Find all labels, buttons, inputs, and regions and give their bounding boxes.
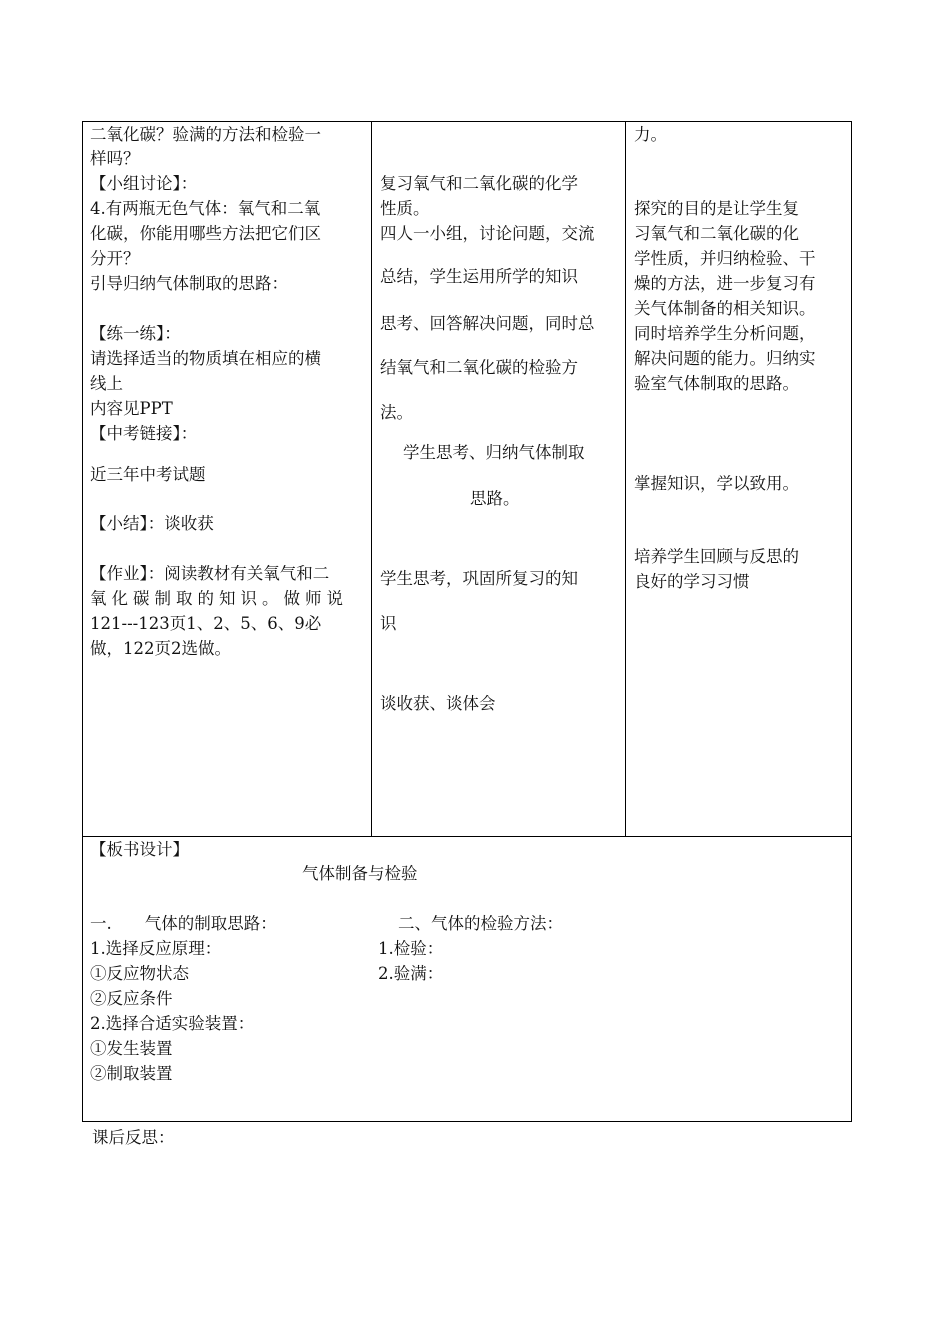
- col2-line: 四人一小组，讨论问题，交流: [380, 224, 595, 243]
- board-left-line: ①反应物状态: [90, 964, 189, 983]
- col2-line: 学生思考，巩固所复习的知: [380, 569, 578, 588]
- homework-heading: 【作业】：阅读教材有关氧气和二: [90, 564, 330, 583]
- col1-line: 分开？: [90, 249, 140, 268]
- col3-line: 培养学生回顾与反思的: [634, 547, 799, 566]
- board-left-line: ①发生装置: [90, 1039, 173, 1058]
- col1-line: 氧化碳制取的知识。做师说: [90, 589, 348, 608]
- board-left-line: 1.选择反应原理：: [90, 939, 222, 958]
- column-divider-2: [625, 121, 626, 836]
- board-left-line: ②制取装置: [90, 1064, 173, 1083]
- board-left-line: 2.选择合适实验装置：: [90, 1014, 255, 1033]
- col2-line: 谈收获、谈体会: [380, 694, 496, 713]
- row-divider: [82, 836, 852, 837]
- col2-line: 识: [380, 614, 397, 633]
- col2-line: 复习氧气和二氧化碳的化学: [380, 174, 578, 193]
- after-class-reflection-label: 课后反思：: [92, 1128, 175, 1147]
- col3-line: 掌握知识，学以致用。: [634, 474, 799, 493]
- col1-line: 4.有两瓶无色气体：氧气和二氧: [90, 199, 321, 218]
- board-right-line: 2.验满：: [378, 964, 444, 983]
- col3-line: 解决问题的能力。归纳实: [634, 349, 816, 368]
- col1-line: 样吗？: [90, 149, 140, 168]
- col3-line: 探究的目的是让学生复: [634, 199, 799, 218]
- exam-link-heading: 【中考链接】：: [90, 424, 198, 443]
- col1-line: 近三年中考试题: [90, 465, 206, 484]
- table-bottom-border: [82, 1121, 852, 1122]
- col1-line: 做，122页2选做。: [90, 639, 231, 658]
- summary-heading: 【小结】：谈收获: [90, 514, 214, 533]
- table-right-border: [851, 121, 852, 1122]
- col3-line: 验室气体制取的思路。: [634, 374, 799, 393]
- table-left-border: [82, 121, 83, 1122]
- col1-line: 请选择适当的物质填在相应的横: [90, 349, 321, 368]
- col1-line: 二氧化碳？验满的方法和检验一: [90, 125, 321, 144]
- board-design-heading: 【板书设计】: [90, 840, 189, 859]
- col3-line: 关气体制备的相关知识。: [634, 299, 816, 318]
- practice-heading: 【练一练】：: [90, 324, 181, 343]
- col1-line: 引导归纳气体制取的思路：: [90, 274, 288, 293]
- col3-line: 力。: [634, 125, 667, 144]
- col2-line: 结氧气和二氧化碳的检验方: [380, 358, 578, 377]
- col1-line: 121---123页1、2、5、6、9必: [90, 614, 322, 633]
- col2-line: 性质。: [380, 199, 430, 218]
- board-left-line: 一. 气体的制取思路：: [90, 914, 277, 933]
- col2-line: 思考、回答解决问题，同时总: [380, 314, 595, 333]
- table-top-border: [82, 121, 852, 122]
- col1-line: 内容见PPT: [90, 399, 173, 418]
- board-right-line: 1.检验：: [378, 939, 444, 958]
- col1-line: 化碳，你能用哪些方法把它们区: [90, 224, 321, 243]
- col3-line: 燥的方法，进一步复习有: [634, 274, 816, 293]
- col3-line: 良好的学习习惯: [634, 572, 750, 591]
- col1-line: 线上: [90, 374, 123, 393]
- col3-line: 习氧气和二氧化碳的化: [634, 224, 799, 243]
- col2-line: 总结，学生运用所学的知识: [380, 267, 578, 286]
- col2-line: 思路。: [470, 489, 520, 508]
- board-left-line: ②反应条件: [90, 989, 173, 1008]
- col3-line: 同时培养学生分析问题，: [634, 324, 816, 343]
- col2-line: 法。: [380, 403, 413, 422]
- col2-line: 学生思考、归纳气体制取: [403, 443, 585, 462]
- board-design-title: 气体制备与检验: [302, 864, 418, 883]
- board-right-line: 二、气体的检验方法：: [398, 914, 563, 933]
- col3-line: 学性质，并归纳检验、干: [634, 249, 816, 268]
- column-divider-1: [371, 121, 372, 836]
- group-discussion-heading: 【小组讨论】：: [90, 174, 198, 193]
